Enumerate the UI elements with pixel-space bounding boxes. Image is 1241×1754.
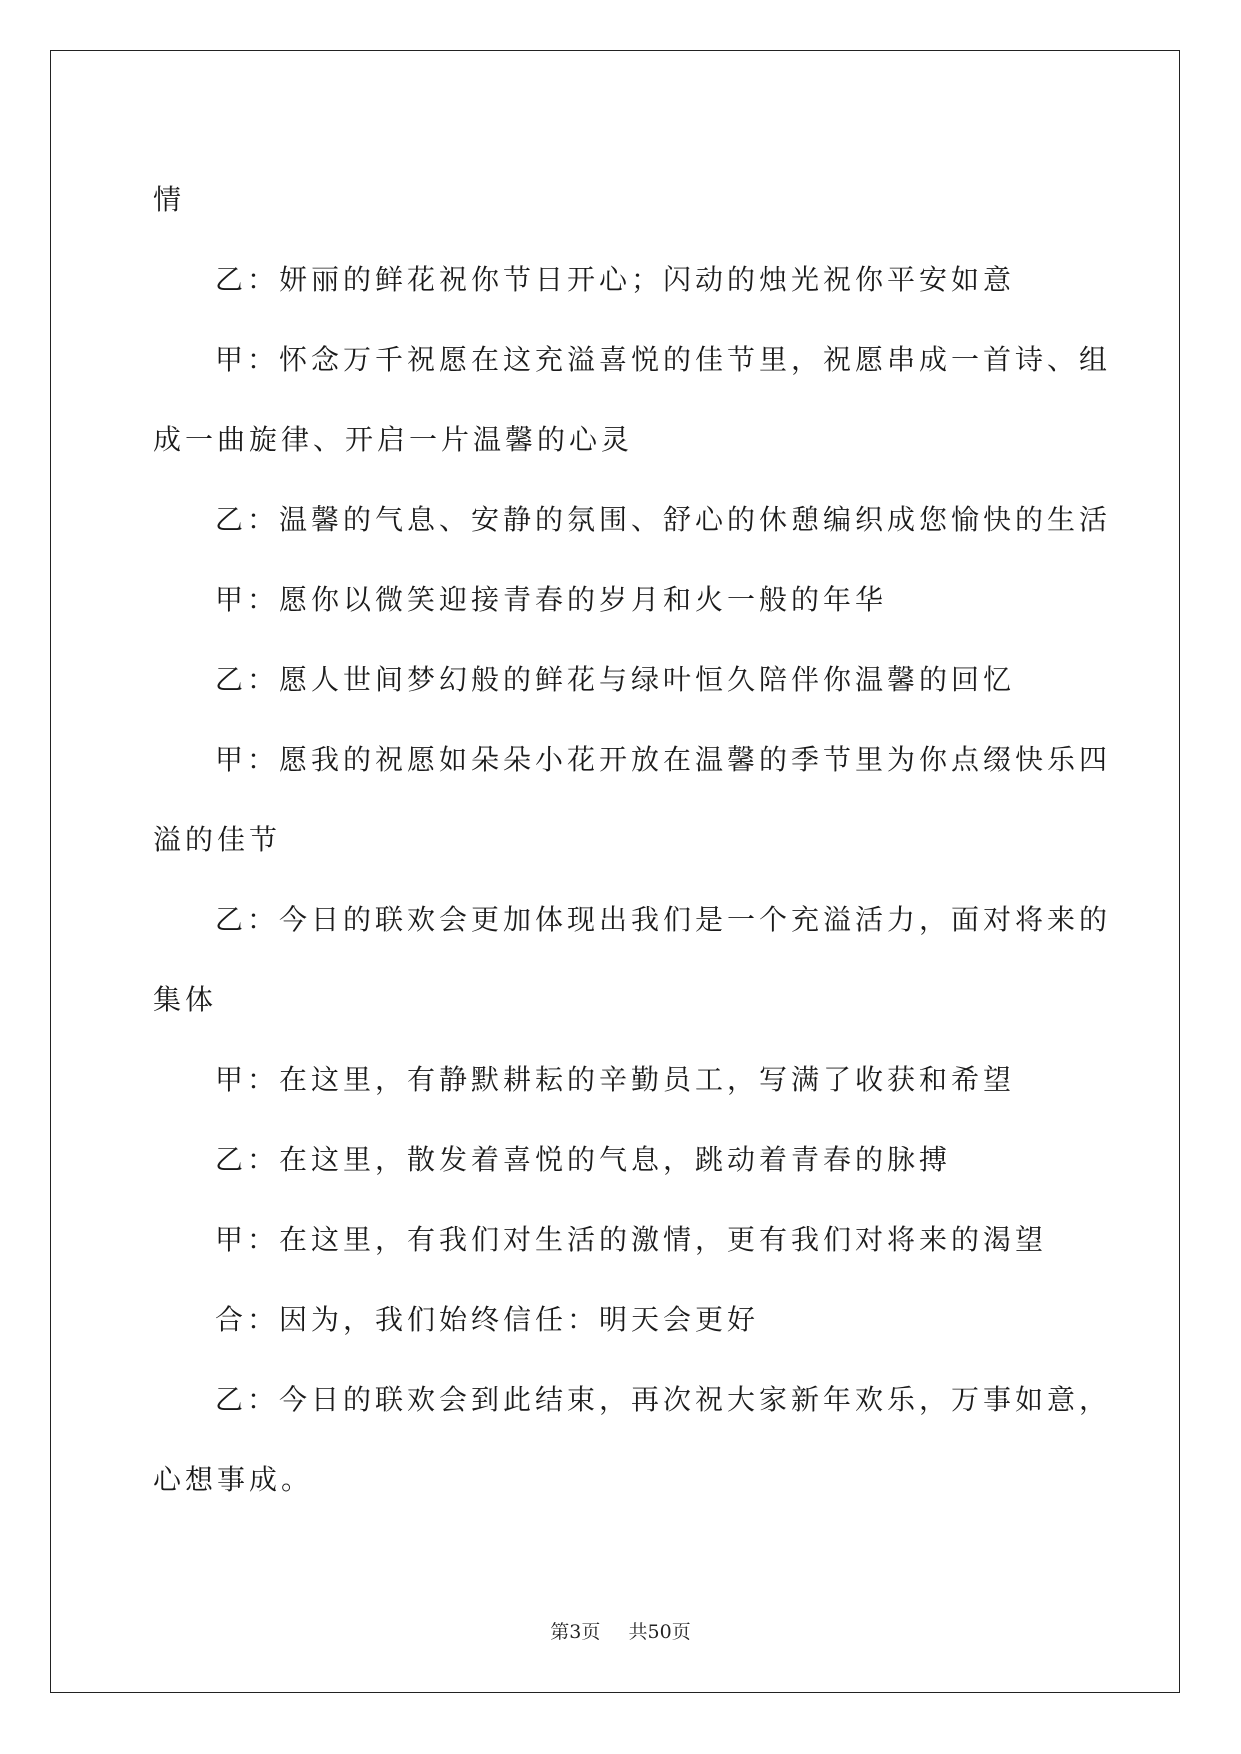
dialogue-line: 乙：今日的联欢会到此结束，再次祝大家新年欢乐，万事如意， — [215, 1383, 1112, 1416]
dialogue-line: 乙：今日的联欢会更加体现出我们是一个充溢活力，面对将来的 — [215, 903, 1112, 936]
dialogue-line: 甲：怀念万千祝愿在这充溢喜悦的佳节里，祝愿串成一首诗、组 — [215, 343, 1112, 376]
dialogue-line: 甲：在这里，有静默耕耘的辛勤员工，写满了收获和希望 — [215, 1063, 1016, 1096]
paragraph-continuation: 集体 — [153, 983, 218, 1016]
dialogue-line: 合：因为，我们始终信任：明天会更好 — [215, 1303, 760, 1336]
dialogue-line: 乙：在这里，散发着喜悦的气息，跳动着青春的脉搏 — [215, 1143, 952, 1176]
paragraph-continuation: 情 — [153, 183, 186, 216]
dialogue-line: 甲：愿你以微笑迎接青春的岁月和火一般的年华 — [215, 583, 888, 616]
document-body — [153, 160, 1112, 1520]
page-number: 第3页 — [550, 1621, 601, 1643]
dialogue-line: 甲：在这里，有我们对生活的激情，更有我们对将来的渴望 — [215, 1223, 1048, 1256]
paragraph-continuation: 成一曲旋律、开启一片温馨的心灵 — [153, 423, 634, 456]
paragraph-continuation: 心想事成。 — [153, 1463, 314, 1496]
total-pages: 共50页 — [628, 1621, 691, 1643]
dialogue-line: 乙：温馨的气息、安静的氛围、舒心的休憩编织成您愉快的生活 — [215, 503, 1112, 536]
dialogue-line: 甲：愿我的祝愿如朵朵小花开放在温馨的季节里为你点缀快乐四 — [215, 743, 1112, 776]
paragraph-continuation: 溢的佳节 — [153, 823, 282, 856]
dialogue-line: 乙：愿人世间梦幻般的鲜花与绿叶恒久陪伴你温馨的回忆 — [215, 663, 1016, 696]
page-footer — [0, 1617, 1241, 1644]
dialogue-line: 乙：妍丽的鲜花祝你节日开心；闪动的烛光祝你平安如意 — [215, 263, 1016, 296]
